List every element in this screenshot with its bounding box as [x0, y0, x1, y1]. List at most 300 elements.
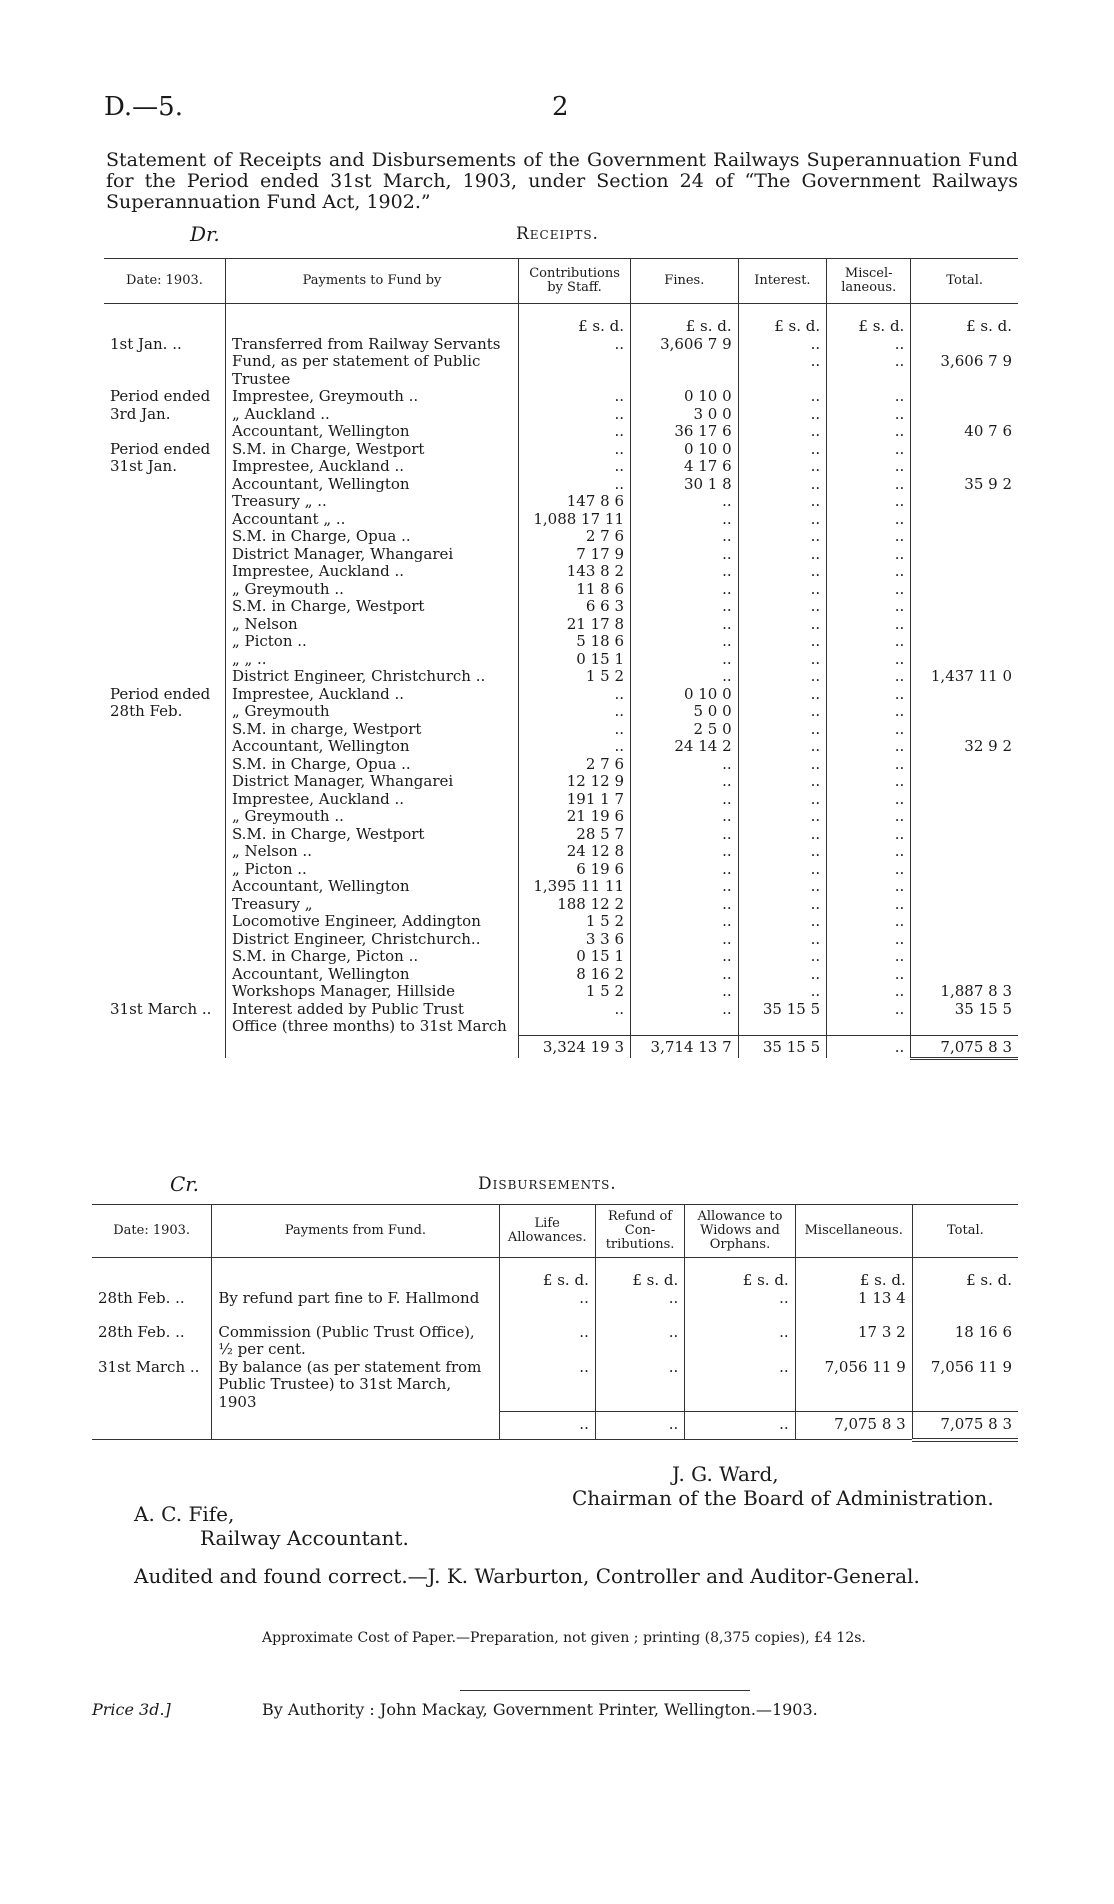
row-fines: 24 14 2: [631, 738, 739, 756]
row-fines: 30 1 8: [631, 476, 739, 494]
row-contributions: ..: [519, 336, 631, 354]
row-refund: ..: [595, 1290, 684, 1324]
col-fines: Fines.: [631, 259, 739, 304]
table-row: [104, 423, 1018, 441]
disbursements-side-label: Cr.: [170, 1172, 200, 1196]
row-contributions: 21 19 6: [519, 808, 631, 826]
total-miscellaneous: ..: [827, 1036, 911, 1059]
row-fines: ..: [631, 1001, 739, 1036]
row-total: [911, 598, 1018, 616]
accountant-name: A. C. Fife,: [134, 1502, 235, 1526]
row-miscellaneous: ..: [827, 388, 911, 406]
row-payer: Imprestee, Auckland ..: [225, 791, 518, 809]
row-fines: 0 10 0: [631, 686, 739, 704]
row-interest: ..: [738, 913, 826, 931]
table-row: [104, 406, 1018, 424]
table-row: [104, 756, 1018, 774]
row-date: [104, 563, 225, 581]
row-total: [911, 861, 1018, 879]
row-date: [104, 773, 225, 791]
row-miscellaneous: ..: [827, 948, 911, 966]
receipts-heading: Receipts.: [516, 224, 599, 244]
table-row: [104, 791, 1018, 809]
row-payer: S.M. in Charge, Picton ..: [225, 948, 518, 966]
row-miscellaneous: ..: [827, 598, 911, 616]
row-contributions: 1 5 2: [519, 983, 631, 1001]
row-payer: „ Auckland ..: [225, 406, 518, 424]
row-fines: ..: [631, 861, 739, 879]
row-interest: ..: [738, 966, 826, 984]
cost-note: Approximate Cost of Paper.—Preparation, not given ; printing (8,375 copies), £4 12s.: [262, 1630, 866, 1646]
row-date: [104, 756, 225, 774]
row-payer: Transferred from Railway Servants: [225, 336, 518, 354]
row-interest: ..: [738, 721, 826, 739]
table-row: [104, 966, 1018, 984]
row-total: 7,056 11 9: [912, 1359, 1018, 1412]
row-miscellaneous: ..: [827, 861, 911, 879]
col-life-allowances: Life Allowances.: [499, 1205, 595, 1258]
row-miscellaneous: ..: [827, 406, 911, 424]
row-payer: Accountant, Wellington: [225, 476, 518, 494]
row-contributions: 5 18 6: [519, 633, 631, 651]
row-total: [911, 826, 1018, 844]
row-date: 1st Jan. ..: [110, 334, 182, 353]
row-contributions: 143 8 2: [519, 563, 631, 581]
row-date: [104, 948, 225, 966]
row-contributions: ..: [519, 703, 631, 721]
table-row: [104, 896, 1018, 914]
row-miscellaneous: ..: [827, 843, 911, 861]
row-total: [911, 563, 1018, 581]
row-payer: Accountant, Wellington: [225, 966, 518, 984]
row-contributions: ..: [519, 441, 631, 459]
row-date: [104, 353, 225, 388]
disbursements-totals-row: [92, 1411, 1018, 1440]
row-miscellaneous: ..: [827, 651, 911, 669]
grand-total: 7,075 8 3: [912, 1411, 1018, 1440]
row-payer: District Engineer, Christchurch ..: [225, 668, 518, 686]
unit-label: £ s. d.: [631, 304, 739, 336]
row-interest: ..: [738, 703, 826, 721]
row-interest: ..: [738, 616, 826, 634]
row-contributions: 11 8 6: [519, 581, 631, 599]
chairman-name: J. G. Ward,: [672, 1462, 779, 1486]
row-miscellaneous: ..: [827, 336, 911, 354]
disbursements-units-row: [92, 1258, 1018, 1290]
row-payer: Accountant, Wellington: [225, 878, 518, 896]
row-payer: „ Greymouth ..: [225, 808, 518, 826]
unit-label: £ s. d.: [685, 1258, 795, 1290]
row-payer: „ Picton ..: [225, 861, 518, 879]
row-date: [104, 983, 225, 1001]
row-fines: ..: [631, 546, 739, 564]
unit-label: £ s. d.: [795, 1258, 912, 1290]
row-contributions: ..: [519, 388, 631, 406]
row-contributions: 0 15 1: [519, 651, 631, 669]
table-row: [104, 581, 1018, 599]
row-miscellaneous: ..: [827, 756, 911, 774]
row-total: [911, 581, 1018, 599]
row-payer: By balance (as per statement from Public Trustee) to 31st March, 1903: [212, 1359, 499, 1412]
row-total: [911, 913, 1018, 931]
table-row: [104, 826, 1018, 844]
row-total: 3,606 7 9: [911, 353, 1018, 388]
row-contributions: 1,395 11 11: [519, 878, 631, 896]
unit-label: £ s. d.: [595, 1258, 684, 1290]
table-row: [104, 546, 1018, 564]
table-row: [104, 843, 1018, 861]
row-interest: ..: [738, 528, 826, 546]
row-total: [911, 616, 1018, 634]
row-total: [912, 1290, 1018, 1324]
table-row: [104, 651, 1018, 669]
row-total: [911, 948, 1018, 966]
row-payer: District Engineer, Christchurch..: [225, 931, 518, 949]
row-fines: 3 0 0: [631, 406, 739, 424]
row-date: [104, 913, 225, 931]
row-fines: ..: [631, 633, 739, 651]
row-payer: S.M. in Charge, Opua ..: [225, 528, 518, 546]
row-interest: ..: [738, 406, 826, 424]
row-life-allowances: ..: [499, 1359, 595, 1412]
row-fines: ..: [631, 983, 739, 1001]
table-row: [104, 476, 1018, 494]
row-fines: 0 10 0: [631, 441, 739, 459]
row-total: [911, 441, 1018, 459]
row-fines: ..: [631, 511, 739, 529]
row-fines: 5 0 0: [631, 703, 739, 721]
row-interest: ..: [738, 983, 826, 1001]
row-date: 28th Feb. ..: [98, 1322, 185, 1341]
row-interest: ..: [738, 861, 826, 879]
row-miscellaneous: ..: [827, 581, 911, 599]
receipts-units-row: [104, 304, 1018, 336]
row-total: [911, 896, 1018, 914]
row-interest: ..: [738, 336, 826, 354]
row-date: Period ended: [110, 684, 211, 703]
row-widows-orphans: ..: [685, 1359, 795, 1412]
row-contributions: 21 17 8: [519, 616, 631, 634]
table-row: [104, 948, 1018, 966]
row-miscellaneous: 17 3 2: [795, 1324, 912, 1359]
row-interest: ..: [738, 878, 826, 896]
row-contributions: 0 15 1: [519, 948, 631, 966]
row-total: [911, 651, 1018, 669]
row-payer: „ Picton ..: [225, 633, 518, 651]
document-reference: D.—5.: [104, 92, 183, 122]
row-interest: ..: [738, 826, 826, 844]
row-interest: ..: [738, 686, 826, 704]
row-fines: ..: [631, 493, 739, 511]
row-date: 28th Feb. ..: [98, 1288, 185, 1307]
row-fines: 0 10 0: [631, 388, 739, 406]
row-total: 1,437 11 0: [911, 668, 1018, 686]
table-row: [104, 336, 1018, 354]
table-row: [104, 878, 1018, 896]
row-miscellaneous: ..: [827, 791, 911, 809]
table-row: [104, 441, 1018, 459]
row-interest: ..: [738, 843, 826, 861]
row-payer: „ Greymouth ..: [225, 581, 518, 599]
row-date: [104, 721, 225, 739]
table-row: [104, 913, 1018, 931]
receipts-table: [104, 258, 1018, 1060]
row-total: [911, 791, 1018, 809]
row-total: [911, 931, 1018, 949]
row-date: [104, 476, 225, 494]
row-interest: ..: [738, 756, 826, 774]
table-row: [104, 563, 1018, 581]
row-miscellaneous: ..: [827, 493, 911, 511]
row-interest: ..: [738, 668, 826, 686]
table-row: [104, 633, 1018, 651]
col-payments-from-fund: Payments from Fund.: [212, 1205, 499, 1258]
unit-label: £ s. d.: [827, 304, 911, 336]
col-miscellaneous: Miscellaneous.: [795, 1205, 912, 1258]
table-row: [104, 861, 1018, 879]
row-contributions: 7 17 9: [519, 546, 631, 564]
row-contributions: ..: [519, 423, 631, 441]
chairman-title: Chairman of the Board of Administration.: [572, 1486, 994, 1510]
table-row: [92, 1324, 1018, 1359]
col-widows-orphans: Allowance to Widows and Orphans.: [685, 1205, 795, 1258]
row-payer: S.M. in Charge, Westport: [225, 441, 518, 459]
row-miscellaneous: ..: [827, 511, 911, 529]
row-date: [104, 826, 225, 844]
row-total: [911, 756, 1018, 774]
printer-authority: By Authority : John Mackay, Government Printer, Wellington.—1903.: [262, 1700, 818, 1719]
table-row: [104, 703, 1018, 721]
col-date: Date: 1903.: [104, 259, 225, 304]
audit-statement: Audited and found correct.—J. K. Warburton, Controller and Auditor-General.: [134, 1564, 920, 1588]
row-fines: ..: [631, 598, 739, 616]
row-fines: ..: [631, 651, 739, 669]
row-interest: ..: [738, 633, 826, 651]
table-row: [104, 738, 1018, 756]
row-miscellaneous: ..: [827, 896, 911, 914]
row-fines: [631, 353, 739, 388]
total-life-allowances: ..: [499, 1411, 595, 1440]
row-contributions: ..: [519, 738, 631, 756]
row-miscellaneous: ..: [827, 423, 911, 441]
row-total: [911, 686, 1018, 704]
row-miscellaneous: ..: [827, 983, 911, 1001]
row-interest: ..: [738, 476, 826, 494]
row-date: [104, 738, 225, 756]
row-total: [911, 388, 1018, 406]
row-interest: ..: [738, 493, 826, 511]
row-contributions: 2 7 6: [519, 756, 631, 774]
row-interest: ..: [738, 896, 826, 914]
row-interest: ..: [738, 441, 826, 459]
row-miscellaneous: ..: [827, 633, 911, 651]
unit-label: £ s. d.: [738, 304, 826, 336]
row-miscellaneous: 7,056 11 9: [795, 1359, 912, 1412]
row-total: [911, 808, 1018, 826]
row-fines: ..: [631, 966, 739, 984]
statement-title: Statement of Receipts and Disbursements of the Government Railways Superannuation Fund for the Period ended 31st March, 1903, under Section 24 of “The Government Railways Superannuation Fund Act, 1902.”: [106, 149, 1018, 213]
row-miscellaneous: ..: [827, 686, 911, 704]
row-contributions: ..: [519, 458, 631, 476]
row-interest: ..: [738, 773, 826, 791]
row-fines: ..: [631, 843, 739, 861]
table-row: [104, 353, 1018, 388]
row-interest: ..: [738, 511, 826, 529]
row-miscellaneous: ..: [827, 546, 911, 564]
total-fines: 3,714 13 7: [631, 1036, 739, 1059]
table-row: [104, 668, 1018, 686]
row-total: [911, 511, 1018, 529]
row-life-allowances: ..: [499, 1290, 595, 1324]
row-payer: Imprestee, Auckland ..: [225, 458, 518, 476]
row-contributions: ..: [519, 721, 631, 739]
col-contributions: Contributions by Staff.: [519, 259, 631, 304]
row-date: [104, 966, 225, 984]
row-payer: „ „ ..: [225, 651, 518, 669]
row-payer: S.M. in Charge, Westport: [225, 826, 518, 844]
row-fines: ..: [631, 931, 739, 949]
row-fines: ..: [631, 826, 739, 844]
row-fines: ..: [631, 773, 739, 791]
row-miscellaneous: 1 13 4: [795, 1290, 912, 1324]
row-total: 1,887 8 3: [911, 983, 1018, 1001]
row-total: [911, 633, 1018, 651]
row-fines: ..: [631, 563, 739, 581]
row-payer: S.M. in charge, Westport: [225, 721, 518, 739]
table-row: [104, 686, 1018, 704]
row-date: Period ended: [110, 439, 211, 458]
row-payer: Interest added by Public Trust Office (three months) to 31st March: [225, 1001, 518, 1036]
total-contributions: 3,324 19 3: [519, 1036, 631, 1059]
total-widows-orphans: ..: [685, 1411, 795, 1440]
row-date: [104, 668, 225, 686]
row-date: [104, 493, 225, 511]
row-fines: ..: [631, 896, 739, 914]
row-total: [911, 336, 1018, 354]
row-widows-orphans: ..: [685, 1324, 795, 1359]
col-interest: Interest.: [738, 259, 826, 304]
row-miscellaneous: ..: [827, 1001, 911, 1036]
row-date: [104, 616, 225, 634]
row-payer: „ Nelson: [225, 616, 518, 634]
row-contributions: ..: [519, 476, 631, 494]
table-row: [104, 528, 1018, 546]
row-miscellaneous: ..: [827, 808, 911, 826]
row-miscellaneous: ..: [827, 826, 911, 844]
row-interest: ..: [738, 598, 826, 616]
row-date: [104, 423, 225, 441]
row-date: [104, 861, 225, 879]
row-date: Period ended: [110, 387, 211, 405]
row-payer: District Manager, Whangarei: [225, 773, 518, 791]
row-payer: By refund part fine to F. Hallmond: [212, 1290, 499, 1324]
row-miscellaneous: ..: [827, 966, 911, 984]
row-date: [104, 808, 225, 826]
row-total: [911, 528, 1018, 546]
grand-total: 7,075 8 3: [911, 1036, 1018, 1059]
row-life-allowances: ..: [499, 1324, 595, 1359]
total-refund: ..: [595, 1411, 684, 1440]
table-row: [104, 1001, 1018, 1036]
row-widows-orphans: ..: [685, 1290, 795, 1324]
table-row: [104, 458, 1018, 476]
row-interest: 35 15 5: [738, 1001, 826, 1036]
row-miscellaneous: ..: [827, 721, 911, 739]
disbursements-table: [92, 1204, 1018, 1442]
row-miscellaneous: ..: [827, 878, 911, 896]
row-total: [911, 546, 1018, 564]
row-total: 18 16 6: [912, 1324, 1018, 1359]
row-fines: 3,606 7 9: [631, 336, 739, 354]
row-contributions: ..: [519, 406, 631, 424]
row-total: [911, 493, 1018, 511]
page-number: 2: [552, 92, 569, 122]
unit-label: £ s. d.: [912, 1258, 1018, 1290]
row-contributions: 188 12 2: [519, 896, 631, 914]
row-total: [911, 721, 1018, 739]
table-row: [104, 721, 1018, 739]
row-contributions: 3 3 6: [519, 931, 631, 949]
row-contributions: [519, 353, 631, 388]
row-contributions: 8 16 2: [519, 966, 631, 984]
row-interest: ..: [738, 948, 826, 966]
row-fines: ..: [631, 528, 739, 546]
table-row: [104, 983, 1018, 1001]
row-date: [104, 546, 225, 564]
row-date: 28th Feb.: [110, 702, 183, 720]
receipts-header-row: [104, 259, 1018, 304]
row-contributions: 28 5 7: [519, 826, 631, 844]
row-date: [104, 581, 225, 599]
row-fines: 2 5 0: [631, 721, 739, 739]
row-miscellaneous: ..: [827, 668, 911, 686]
row-payer: Imprestee, Greymouth ..: [225, 388, 518, 406]
row-miscellaneous: ..: [827, 616, 911, 634]
row-interest: ..: [738, 738, 826, 756]
row-total: [911, 406, 1018, 424]
table-row: [104, 493, 1018, 511]
row-date: [104, 791, 225, 809]
unit-label: £ s. d.: [519, 304, 631, 336]
row-total: [911, 843, 1018, 861]
table-row: [104, 511, 1018, 529]
row-total: [911, 703, 1018, 721]
row-contributions: 1 5 2: [519, 668, 631, 686]
row-payer: Workshops Manager, Hillside: [225, 983, 518, 1001]
row-contributions: 6 19 6: [519, 861, 631, 879]
row-payer: District Manager, Whangarei: [225, 546, 518, 564]
row-interest: ..: [738, 581, 826, 599]
row-refund: ..: [595, 1359, 684, 1412]
row-total: 40 7 6: [911, 423, 1018, 441]
row-fines: ..: [631, 616, 739, 634]
row-interest: ..: [738, 651, 826, 669]
row-interest: ..: [738, 791, 826, 809]
disbursements-header-row: [92, 1205, 1018, 1258]
row-total: 32 9 2: [911, 738, 1018, 756]
row-fines: ..: [631, 668, 739, 686]
accountant-title: Railway Accountant.: [200, 1526, 409, 1550]
unit-label: £ s. d.: [911, 304, 1018, 336]
row-contributions: 24 12 8: [519, 843, 631, 861]
row-total: 35 9 2: [911, 476, 1018, 494]
col-payer: Payments to Fund by: [225, 259, 518, 304]
row-interest: ..: [738, 458, 826, 476]
row-miscellaneous: ..: [827, 563, 911, 581]
row-date: [104, 511, 225, 529]
receipts-totals-row: [104, 1036, 1018, 1059]
row-total: [911, 458, 1018, 476]
